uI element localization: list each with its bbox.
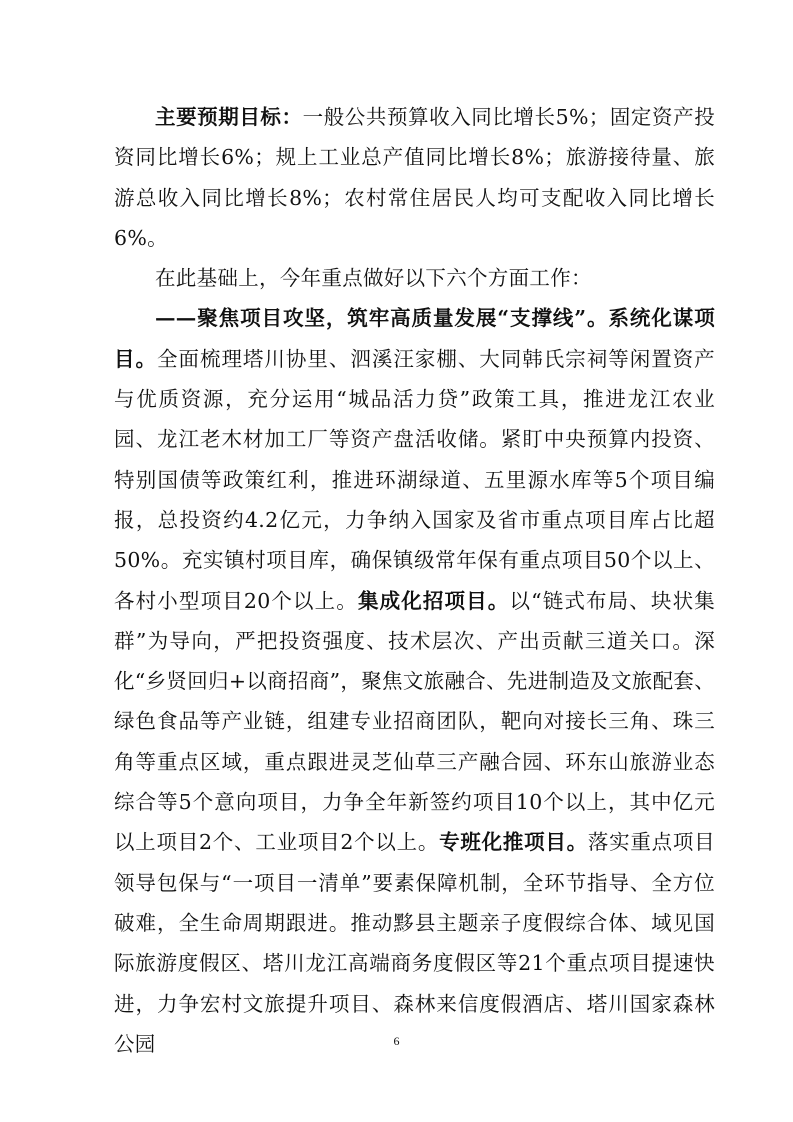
- paragraph: [114, 258, 715, 298]
- bold-heading-text: 主要预期目标：: [155, 105, 303, 129]
- document-body: [114, 97, 715, 1064]
- bold-heading-text: ——聚焦项目攻坚，筑牢高质量发展“支撑线”。系统化谋项目。: [114, 306, 715, 371]
- paragraph: [114, 97, 715, 258]
- body-text: 在此基础上，今年重点做好以下六个方面工作：: [155, 266, 592, 291]
- page-number: 6: [393, 1034, 400, 1048]
- bold-heading-text: 集成化招项目。: [357, 588, 510, 613]
- body-text: 一般公共预算收入同比增长5%；固定资产投资同比增长6%；规上工业总产值同比增长8%；旅游接待量、旅游总收入同比增长8%；农村常住居民人均可支配收入同比增长6%。: [114, 105, 715, 250]
- body-text: 落实重点项目领导包保与“一项目一清单”要素保障机制，全环节指导、全方位破难，全生命周期跟进。推动黟县主题亲子度假综合体、域见国际旅游度假区、塔川龙江高端商务度假区等21个重点项目提速快进，力争宏村文旅提升项目、森林来信度假酒店、塔川国家森林公园: [114, 830, 715, 1056]
- body-text: 全面梳理塔川协里、泗溪汪家棚、大同韩氏宗祠等闲置资产与优质资源，充分运用“城品活力贷”政策工具，推进龙江农业园、龙江老木材加工厂等资产盘活收储。紧盯中央预算内投资、特别国债等政策红利，推进环湖绿道、五里源水库等5个项目编报，总投资约4.2亿元，力争纳入国家及省市重点项目库占比超50%。充实镇村项目库，确保镇级常年保有重点项目50个以上、各村小型项目20个以上。: [114, 346, 715, 613]
- paragraph: [114, 298, 715, 1064]
- bold-heading-text: 专班化推项目。: [439, 830, 588, 855]
- body-text: 以“链式布局、块状集群”为导向，严把投资强度、技术层次、产出贡献三道关口。深化“乡贤回归+以商招商”，聚焦文旅融合、先进制造及文旅配套、绿色食品等产业链，组建专业招商团队，靶向对接长三角、珠三角等重点区域，重点跟进灵芝仙草三产融合园、环东山旅游业态综合等5个意向项目，力争全年新签约项目10个以上，其中亿元以上项目2个、工业项目2个以上。: [114, 588, 716, 855]
